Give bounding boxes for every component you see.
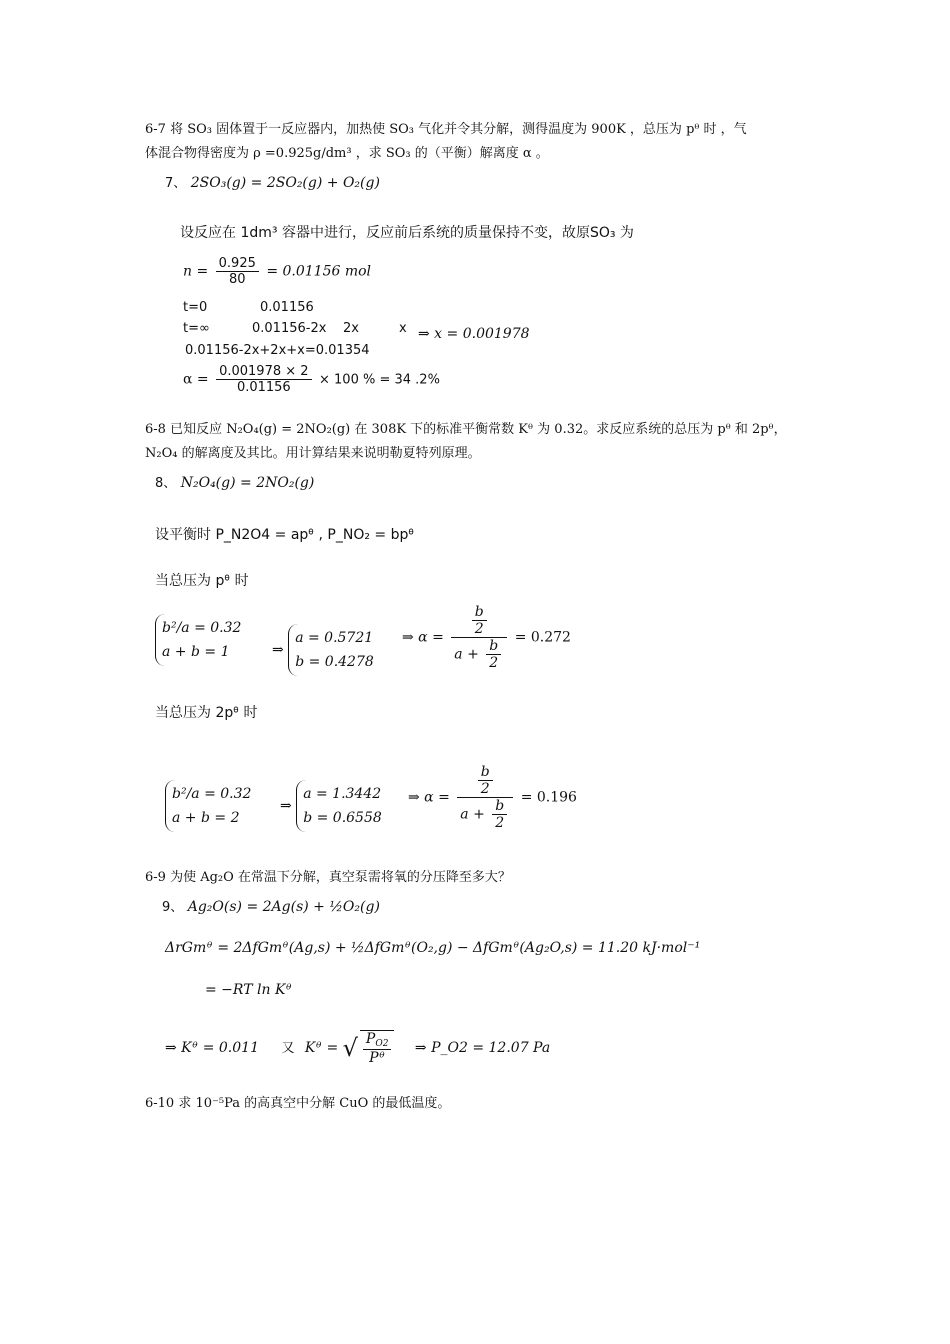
k-sqrt-expression: Kᶿ = √ $\frac{P_{O2}}{\text{Pᶿ}}$	[305, 1040, 399, 1056]
moles-calculation	[183, 256, 371, 287]
moles-fraction	[216, 256, 259, 287]
solution-9-equation	[162, 896, 380, 915]
solution-9-number: 9、	[162, 900, 184, 915]
case2-equation2: a + b = 2	[172, 810, 240, 826]
case2-b: b = 0.6558	[303, 810, 382, 826]
t0-label: t=0	[183, 300, 208, 315]
case2-a: a = 1.3442	[303, 786, 382, 802]
moles-denominator: 80	[228, 272, 246, 287]
case1-b: b = 0.4278	[295, 654, 374, 670]
alpha-calculation	[183, 364, 440, 395]
case1-values	[288, 624, 374, 676]
solution-7-number: 7、	[165, 176, 187, 191]
case1-label: 当总压为 pᶿ 时	[155, 573, 249, 589]
table-tinf-a: 0.01156-2x	[252, 321, 327, 336]
problem-6-8	[145, 418, 787, 466]
case2-values	[296, 780, 382, 832]
case1-solution	[272, 624, 374, 676]
case1-equations	[155, 614, 241, 666]
implies-arrow: ⇒	[402, 629, 414, 646]
moles-rhs: = 0.01156 mol	[266, 263, 372, 280]
case2-solution	[280, 780, 382, 832]
case1-alpha: ⇒ α = $\frac{b}{2}$ a + $\frac{b}{2}$ = 0.272	[402, 604, 571, 671]
gibbs-rt-ln-k: = −RT ln Kᶿ	[205, 982, 293, 998]
reaction-equation-9: Ag₂O(s) = 2Ag(s) + ½O₂(g)	[187, 899, 380, 915]
sqrt-icon: √	[342, 1034, 358, 1062]
case2-equation1: b²/a = 0.32	[172, 786, 252, 802]
k-value: ⇒ Kᶿ = 0.011	[165, 1040, 259, 1056]
case1-alpha-num: $\frac{b}{2}$	[451, 604, 507, 638]
moles-numerator: 0.925	[216, 256, 259, 272]
alpha-rhs: × 100 % = 34 .2%	[319, 372, 440, 388]
case1-alpha-value: = 0.272	[514, 629, 571, 646]
x-result: ⇒ x = 0.001978	[418, 326, 530, 342]
k-result-line	[165, 1030, 550, 1066]
case1-equation2: a + b = 1	[162, 644, 230, 660]
case1-system	[155, 614, 241, 666]
alpha-lhs: α =	[183, 371, 209, 388]
solution-8-number: 8、	[155, 476, 177, 491]
moles-lhs: n =	[183, 263, 209, 280]
alpha-denominator: 0.01156	[236, 380, 291, 395]
case2-alpha-value: = 0.196	[520, 789, 577, 806]
case2-label: 当总压为 2pᶿ 时	[155, 705, 258, 721]
table-tinf-c: x	[399, 321, 407, 336]
problem-6-8-line1: 6-8 已知反应 N₂O₄(g) = 2NO₂(g) 在 308K 下的标准平衡常数 Kᶿ 为 0.32。求反应系统的总压为 pᶿ 和 2pᶿ，	[145, 422, 787, 437]
case2-alpha-fraction	[457, 764, 513, 831]
table-tinf-b: 2x	[343, 321, 359, 336]
table-tinf-label: t=∞	[183, 321, 210, 336]
alpha-fraction	[216, 364, 311, 395]
problem-6-9: 6-9 为使 Ag₂O 在常温下分解，真空泵需将氧的分压降至多大？	[145, 870, 511, 885]
solution-7-assumption: 设反应在 1dm³ 容器中进行，反应前后系统的质量保持不变，故原SO₃ 为	[180, 225, 634, 241]
case1-a: a = 0.5721	[295, 630, 374, 646]
table-t0	[183, 300, 207, 315]
case2-alpha: ⇒ α = $\frac{b}{2}$ a + $\frac{b}{2}$ = 0.196	[408, 764, 577, 831]
solution-8-equation	[155, 472, 314, 491]
case1-alpha-den: a + $\frac{b}{2}$	[451, 638, 507, 671]
implies-arrow: ⇒	[408, 789, 420, 806]
case1-equation1: b²/a = 0.32	[162, 620, 242, 636]
gibbs-equation: ΔrGmᶿ = 2ΔfGmᶿ(Ag,s) + ½ΔfGmᶿ(O₂,g) − ΔfGmᶿ(Ag₂O,s) = 11.20 kJ·mol⁻¹	[165, 940, 701, 956]
problem-6-7	[145, 118, 747, 166]
case2-alpha-num: $\frac{b}{2}$	[457, 764, 513, 798]
also-word: 又	[281, 1041, 295, 1056]
case2-alpha-den: a + $\frac{b}{2}$	[457, 798, 513, 831]
reaction-equation: 2SO₃(g) = 2SO₂(g) + O₂(g)	[190, 175, 380, 191]
case1-alpha-fraction	[451, 604, 507, 671]
case2-system	[165, 780, 251, 832]
case2-equations	[165, 780, 251, 832]
problem-6-7-line2: 体混合物得密度为 ρ =0.925g/dm³ ，求 SO₃ 的（平衡）解离度 α 。	[145, 146, 549, 161]
oxygen-pressure-result: ⇒ P_O2 = 12.07 Pa	[414, 1040, 551, 1056]
implies-arrow: ⇒	[272, 642, 284, 658]
problem-6-7-line1: 6-7 将 SO₃ 固体置于一反应器内，加热使 SO₃ 气化并令其分解，测得温度为 900K ，总压为 pᶿ 时 ，气	[145, 122, 747, 137]
reaction-equation-8: N₂O₄(g) = 2NO₂(g)	[180, 475, 315, 491]
problem-6-10: 6-10 求 10⁻⁵Pa 的高真空中分解 CuO 的最低温度。	[145, 1096, 451, 1111]
solution-7-equation	[165, 172, 380, 191]
implies-arrow: ⇒	[280, 798, 292, 814]
solution-8-assumption: 设平衡时 P_N2O4 = apᶿ , P_NO₂ = bpᶿ	[155, 527, 415, 543]
problem-6-8-line2: N₂O₄ 的解离度及其比。用计算结果来说明勒夏特列原理。	[145, 446, 481, 461]
alpha-numerator: 0.001978 × 2	[216, 364, 311, 380]
table-t0-value: 0.01156	[260, 300, 314, 315]
total-moles: 0.01156-2x+2x+x=0.01354	[185, 343, 370, 358]
